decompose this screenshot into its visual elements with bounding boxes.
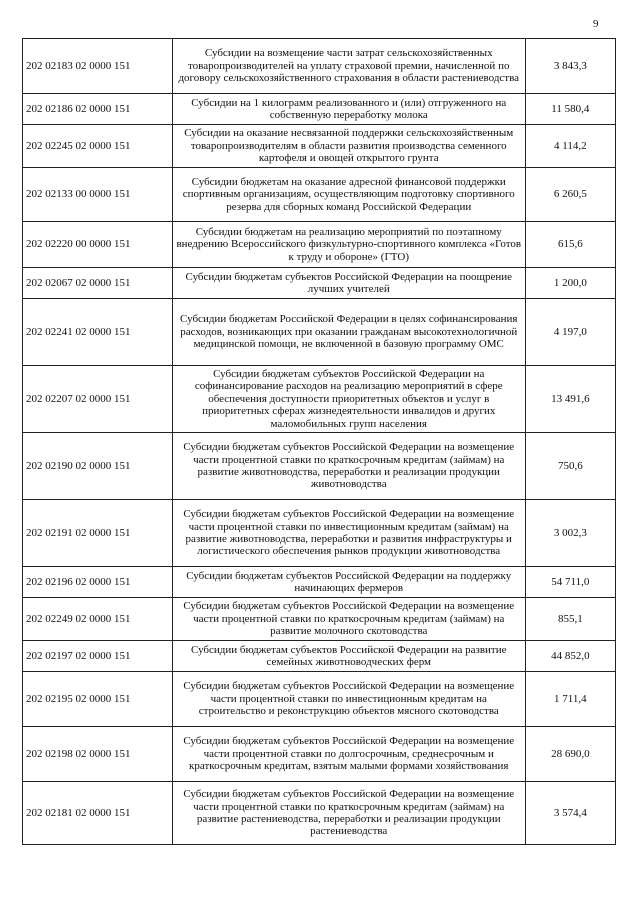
amount-cell: 28 690,0 (525, 727, 615, 782)
table-row (23, 641, 616, 672)
description-cell: Субсидии бюджетам субъектов Российской Федерации на возмещение части процентной ставки по долгосрочным, среднесрочным и краткосрочным кредитам, взятым малыми формами хозяйствования (172, 727, 525, 782)
amount-cell: 1 200,0 (525, 268, 615, 299)
description-cell: Субсидии бюджетам субъектов Российской Федерации на возмещение части процентной ставки по краткосрочным кредитам (займам) на развитие молочного скотоводства (172, 598, 525, 641)
amount-cell: 4 197,0 (525, 299, 615, 366)
description-cell: Субсидии бюджетам субъектов Российской Федерации на развитие семейных животноводческих ферм (172, 641, 525, 672)
amount-cell: 615,6 (525, 222, 615, 268)
amount-cell: 3 843,3 (525, 39, 615, 94)
description-cell: Субсидии бюджетам на реализацию мероприятий по поэтапному внедрению Всероссийского физкультурно-спортивного комплекса «Готов к труду и обороне» (ГТО) (172, 222, 525, 268)
table-row (23, 268, 616, 299)
budget-code-cell: 202 02220 00 0000 151 (23, 222, 173, 268)
page-number: 9 (593, 18, 599, 30)
budget-code-cell: 202 02249 02 0000 151 (23, 598, 173, 641)
description-cell: Субсидии на оказание несвязанной поддержки сельскохозяйственным товаропроизводителям в области развития производства семенного картофеля и овощей открытого грунта (172, 125, 525, 168)
table-row (23, 433, 616, 500)
description-cell: Субсидии на возмещение части затрат сельскохозяйственных товаропроизводителей на уплату страховой премии, начисленной по договору сельскохозяйственного страхования в области растениеводства (172, 39, 525, 94)
budget-code-cell: 202 02198 02 0000 151 (23, 727, 173, 782)
amount-cell: 750,6 (525, 433, 615, 500)
table-row (23, 299, 616, 366)
amount-cell: 3 002,3 (525, 500, 615, 567)
description-cell: Субсидии бюджетам субъектов Российской Федерации на поддержку начинающих фермеров (172, 567, 525, 598)
table-row (23, 39, 616, 94)
amount-cell: 3 574,4 (525, 782, 615, 845)
table-row (23, 125, 616, 168)
budget-code-cell: 202 02195 02 0000 151 (23, 672, 173, 727)
description-cell: Субсидии бюджетам на оказание адресной финансовой поддержки спортивным организациям, осуществляющим подготовку спортивного резерва для сборных команд Российской Федерации (172, 168, 525, 222)
amount-cell: 6 260,5 (525, 168, 615, 222)
budget-code-cell: 202 02183 02 0000 151 (23, 39, 173, 94)
description-cell: Субсидии на 1 килограмм реализованного и (или) отгруженного на собственную переработку молока (172, 94, 525, 125)
table-row (23, 500, 616, 567)
table-row (23, 222, 616, 268)
table-row (23, 598, 616, 641)
budget-code-cell: 202 02207 02 0000 151 (23, 366, 173, 433)
budget-code-cell: 202 02245 02 0000 151 (23, 125, 173, 168)
budget-code-cell: 202 02196 02 0000 151 (23, 567, 173, 598)
table-row (23, 567, 616, 598)
budget-code-cell: 202 02197 02 0000 151 (23, 641, 173, 672)
table-row (23, 168, 616, 222)
amount-cell: 855,1 (525, 598, 615, 641)
description-cell: Субсидии бюджетам субъектов Российской Федерации на поощрение лучших учителей (172, 268, 525, 299)
budget-table (22, 38, 616, 845)
budget-code-cell: 202 02181 02 0000 151 (23, 782, 173, 845)
description-cell: Субсидии бюджетам субъектов Российской Федерации на возмещение части процентной ставки по краткосрочным кредитам (займам) на развитие растениеводства, переработки и реализации продукции растениеводства (172, 782, 525, 845)
budget-code-cell: 202 02186 02 0000 151 (23, 94, 173, 125)
table-row (23, 366, 616, 433)
amount-cell: 54 711,0 (525, 567, 615, 598)
description-cell: Субсидии бюджетам Российской Федерации в целях софинансирования расходов, возникающих при оказании гражданам высокотехнологичной медицинской помощи, не включенной в базовую программу ОМС (172, 299, 525, 366)
amount-cell: 4 114,2 (525, 125, 615, 168)
amount-cell: 13 491,6 (525, 366, 615, 433)
description-cell: Субсидии бюджетам субъектов Российской Федерации на возмещение части процентной ставки по инвестиционным кредитам (займам) на развитие животноводства, переработки и развития инфраструктуры и логистического обеспечения рынков продукции животноводства (172, 500, 525, 567)
table-row (23, 672, 616, 727)
budget-code-cell: 202 02067 02 0000 151 (23, 268, 173, 299)
amount-cell: 44 852,0 (525, 641, 615, 672)
description-cell: Субсидии бюджетам субъектов Российской Федерации на возмещение части процентной ставки по краткосрочным кредитам (займам) на развитие животноводства, переработки и реализации продукции животноводства (172, 433, 525, 500)
table-row (23, 727, 616, 782)
budget-code-cell: 202 02133 00 0000 151 (23, 168, 173, 222)
budget-code-cell: 202 02241 02 0000 151 (23, 299, 173, 366)
amount-cell: 11 580,4 (525, 94, 615, 125)
budget-code-cell: 202 02190 02 0000 151 (23, 433, 173, 500)
budget-code-cell: 202 02191 02 0000 151 (23, 500, 173, 567)
table-row (23, 782, 616, 845)
amount-cell: 1 711,4 (525, 672, 615, 727)
table-row (23, 94, 616, 125)
description-cell: Субсидии бюджетам субъектов Российской Федерации на софинансирование расходов на реализацию мероприятий в сфере обеспечения доступности приоритетных объектов и услуг в приоритетных сферах жизнедеятельности инвалидов и других маломобильных групп населения (172, 366, 525, 433)
description-cell: Субсидии бюджетам субъектов Российской Федерации на возмещение части процентной ставки по инвестиционным кредитам на строительство и реконструкцию объектов мясного скотоводства (172, 672, 525, 727)
